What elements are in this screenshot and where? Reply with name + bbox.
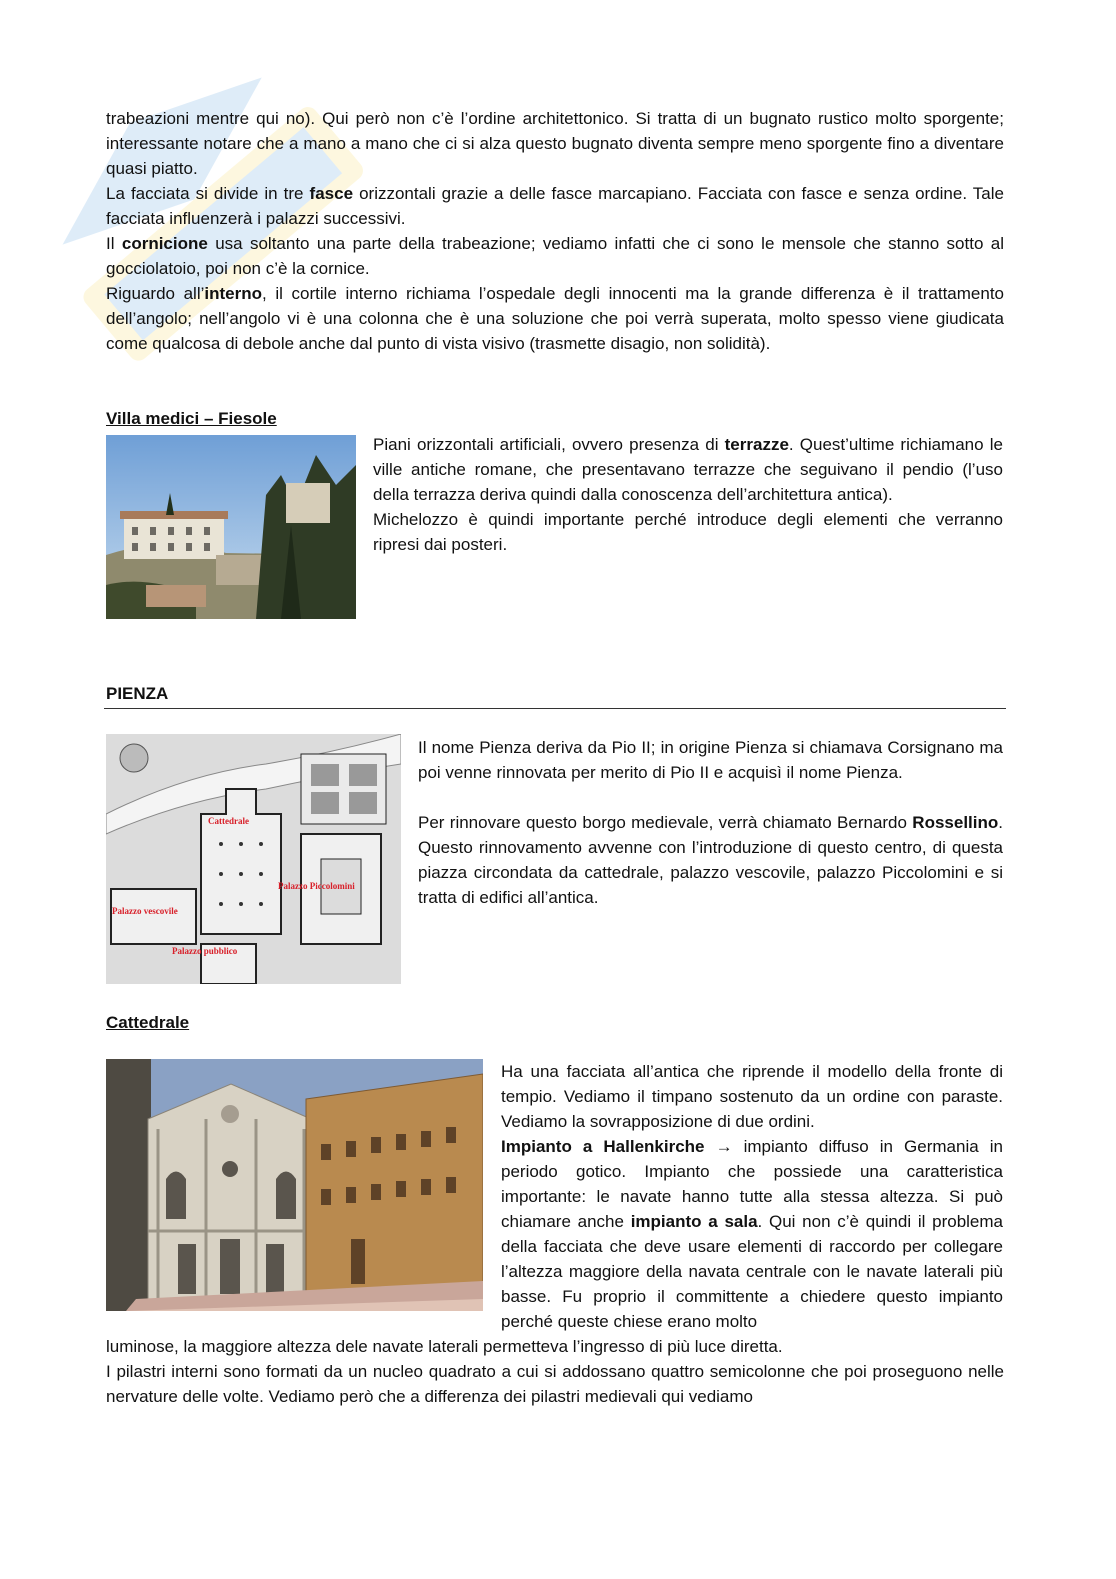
intro-paragraph-4: Riguardo all’interno, il cortile interno richiama l’ospedale degli innocenti ma la grande differenza è il trattamento dell’angolo; nell’angolo vi è una colonna che è una soluzione che poi verrà superata, molto spesso viene giudicata come qualcosa di debole anche dal punto di vista visivo (trasmette disagio, non solidità). (106, 284, 1005, 353)
cattedrale-photo (106, 1059, 483, 1311)
cattedrale-paragraph-1: Ha una facciata all’antica che riprende il modello della fronte di tempio. Vediamo il timpano sostenuto da un ordine con paraste. Vediamo la sovrapposizione di due ordini. (501, 1062, 1003, 1131)
pienza-plan-map (106, 734, 401, 984)
cattedrale-text-continued (106, 1334, 1004, 1409)
pienza-paragraph-2: Per rinnovare questo borgo medievale, verrà chiamato Bernardo Rossellino. Questo rinnovamento avvenne con l’introduzione di questo centro, di questa piazza circondata da cattedrale, palazzo vescovile, palazzo Piccolomini e si tratta di edifici all’antica. (418, 813, 1003, 907)
pienza-heading: PIENZA (106, 684, 169, 703)
villa-paragraph-2: Michelozzo è quindi importante perché introduce degli elementi che verranno ripresi dai posteri. (373, 510, 1003, 554)
cattedrale-paragraph-3: I pilastri interni sono formati da un nucleo quadrato a cui si addossano quattro semicolonne che poi proseguono nelle nervature delle volte. Vediamo però che a differenza dei pilastri medievali qui vediamo (106, 1362, 1004, 1406)
intro-paragraph-2: La facciata si divide in tre fasce orizzontali grazie a delle fasce marcapiano. Facciata con fasce e senza ordine. Tale facciata influenzerà i palazzi successivi. (106, 184, 1004, 228)
cattedrale-paragraph-2: Impianto a Hallenkirche → impianto diffuso in Germania in periodo gotico. Impianto che possiede una caratteristica importante: le navate hanno tutte alla stessa altezza. Si può chiamare anche impianto a sala. Qui non c’è quindi il problema della facciata che deve usare elementi di raccordo per collegare l’altezza maggiore della navata centrale con le navate laterali più basse. Fu proprio il committente a chiedere questo impianto perché queste chiese erano molto (501, 1137, 1003, 1331)
map-label-vescovile: Palazzo vescovile (112, 906, 178, 916)
cattedrale-title-wrap (106, 1010, 1004, 1035)
pienza-paragraph-1: Il nome Pienza deriva da Pio II; in origine Pienza si chiamava Corsignano ma poi venne rinnovata per merito di Pio II e acquisì il nome Pienza. (418, 738, 1003, 782)
map-label-cattedrale: Cattedrale (208, 816, 249, 826)
intro-section (106, 106, 1004, 356)
villa-text (373, 432, 1003, 557)
cattedrale-section-title: Cattedrale (106, 1013, 190, 1032)
villa-section-title-wrap (106, 406, 1004, 431)
cattedrale-text (501, 1059, 1003, 1334)
pienza-divider (104, 708, 1006, 709)
arrow-right-icon: → (715, 1137, 733, 1156)
map-label-pubblico: Palazzo pubblico (172, 946, 238, 956)
villa-medici-photo (106, 435, 356, 619)
pienza-text (418, 735, 1003, 910)
villa-paragraph-1: Piani orizzontali artificiali, ovvero presenza di terrazze. Quest’ultime richiamano le ville antiche romane, che presentavano terrazze che seguivano il pendio (l’uso della terrazza deriva quindi dalla conoscenza dell’architettura antica). (373, 435, 1003, 504)
intro-paragraph-1: trabeazioni mentre qui no). Qui però non c’è l’ordine architettonico. Si tratta di un bugnato rustico molto sporgente; interessante notare che a mano a mano che ci si alza questo bugnato diventa sempre meno sporgente fino a diventare quasi piatto. (106, 109, 1004, 178)
map-label-piccolomini: Palazzo Piccolomini (278, 881, 355, 891)
pienza-heading-wrap (106, 681, 1004, 706)
intro-paragraph-3: Il cornicione usa soltanto una parte della trabeazione; vediamo infatti che ci sono le mensole che stanno sotto al gocciolatoio, poi non c’è la cornice. (106, 234, 1004, 278)
villa-section-title: Villa medici – Fiesole (106, 409, 277, 428)
cattedrale-paragraph-2-end: luminose, la maggiore altezza dele navate laterali permetteva l’ingresso di più luce diretta. (106, 1337, 783, 1356)
